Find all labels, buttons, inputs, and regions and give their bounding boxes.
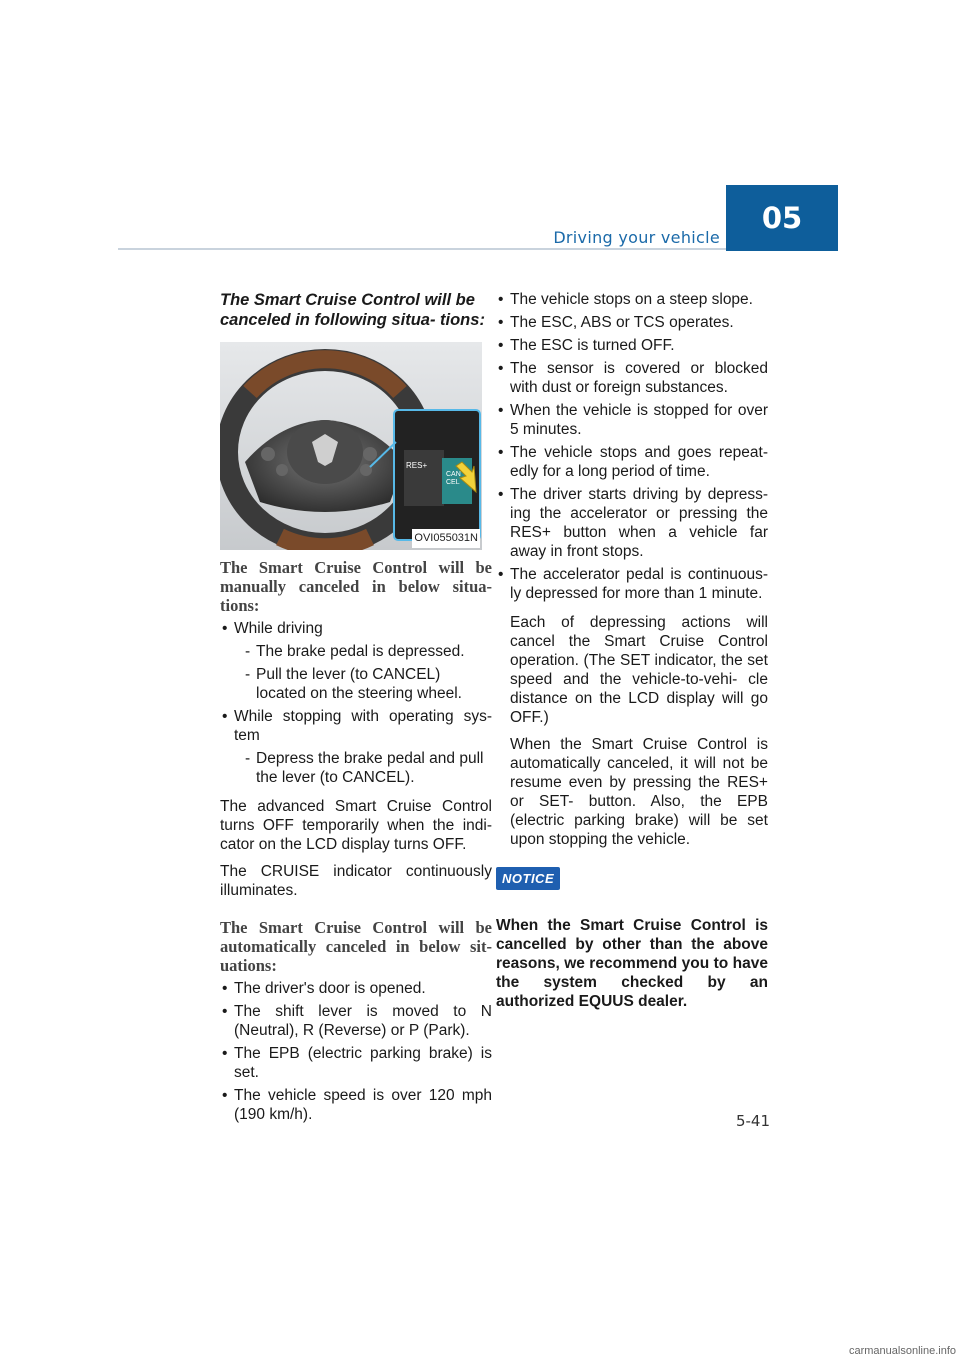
list-item: • The EPB (electric parking brake) is set. bbox=[220, 1044, 492, 1082]
list-item: • The driver's door is opened. bbox=[220, 979, 492, 998]
paragraph: Each of depressing actions will cancel the Smart Cruise Control operation. (The SET indicator, the set speed and the vehicle-to-vehi- cle distance on the LCD display will go OFF.) bbox=[510, 614, 768, 726]
left-column bbox=[220, 290, 492, 1128]
list-item: • The vehicle stops on a steep slope. bbox=[496, 290, 768, 309]
list-item: • The accelerator pedal is continuous- ly depressed for more than 1 minute. bbox=[496, 565, 768, 603]
manual-cancel-heading: The Smart Cruise Control will be manually canceled in below situa- tions: bbox=[220, 558, 492, 615]
page-number: 5-41 bbox=[735, 1112, 770, 1130]
right-column bbox=[496, 290, 768, 1026]
cancel-label-2: CEL bbox=[446, 479, 460, 486]
steering-wheel-illustration bbox=[220, 342, 482, 550]
watermark: carmanualsonline.info bbox=[848, 1345, 956, 1357]
paragraph: When the Smart Cruise Control is automatically canceled, it will not be resume even by pressing the RES+ or SET- button. Also, the EPB (electric parking brake) will be set upon stopping the vehicle. bbox=[510, 736, 768, 848]
cancel-label: CAN bbox=[446, 471, 461, 478]
res-label: RES+ bbox=[406, 461, 428, 470]
figure-code: OVI055031N bbox=[412, 529, 480, 548]
paragraph: The advanced Smart Cruise Control turns OFF temporarily when the indi- cator on the LCD display turns OFF. bbox=[220, 798, 492, 853]
list-item: • The shift lever is moved to N (Neutral), R (Reverse) or P (Park). bbox=[220, 1002, 492, 1040]
list-item: • The ESC, ABS or TCS operates. bbox=[496, 313, 768, 332]
header-rule bbox=[118, 248, 726, 250]
steering-wheel-figure bbox=[220, 342, 482, 550]
list-item: • When the vehicle is stopped for over 5 minutes. bbox=[496, 401, 768, 439]
notice-badge: NOTICE bbox=[496, 867, 560, 890]
cancel-heading: The Smart Cruise Control will be canceled in following situa- tions: bbox=[220, 291, 485, 329]
list-item: • The vehicle speed is over 120 mph (190 km/h). bbox=[220, 1086, 492, 1124]
sub-list-item: - Pull the lever (to CANCEL) located on the steering wheel. bbox=[245, 666, 462, 702]
list-item: • The ESC is turned OFF. bbox=[496, 336, 768, 355]
list-item: • While driving bbox=[220, 619, 492, 638]
sub-list-item: - The brake pedal is depressed. bbox=[245, 643, 465, 660]
list-item: • The sensor is covered or blocked with dust or foreign substances. bbox=[496, 359, 768, 397]
list-item: • The driver starts driving by depress- ing the accelerator or pressing the RES+ button when a vehicle far away in front stops. bbox=[496, 485, 768, 561]
sub-list-item: - Depress the brake pedal and pull the lever (to CANCEL). bbox=[245, 750, 484, 786]
notice-text: When the Smart Cruise Control is cancelled by other than the above reasons, we recommend you to have the system checked by an authorized EQUUS dealer. bbox=[496, 916, 768, 1010]
paragraph: The CRUISE indicator continuously illuminates. bbox=[220, 863, 492, 899]
section-title: Driving your vehicle bbox=[553, 228, 720, 247]
list-item: • While stopping with operating sys- tem bbox=[220, 707, 492, 745]
chapter-number: 05 bbox=[726, 185, 838, 251]
auto-cancel-heading: The Smart Cruise Control will be automatically canceled in below sit- uations: bbox=[220, 918, 492, 975]
list-item: • The vehicle stops and goes repeat- edly for a long period of time. bbox=[496, 443, 768, 481]
